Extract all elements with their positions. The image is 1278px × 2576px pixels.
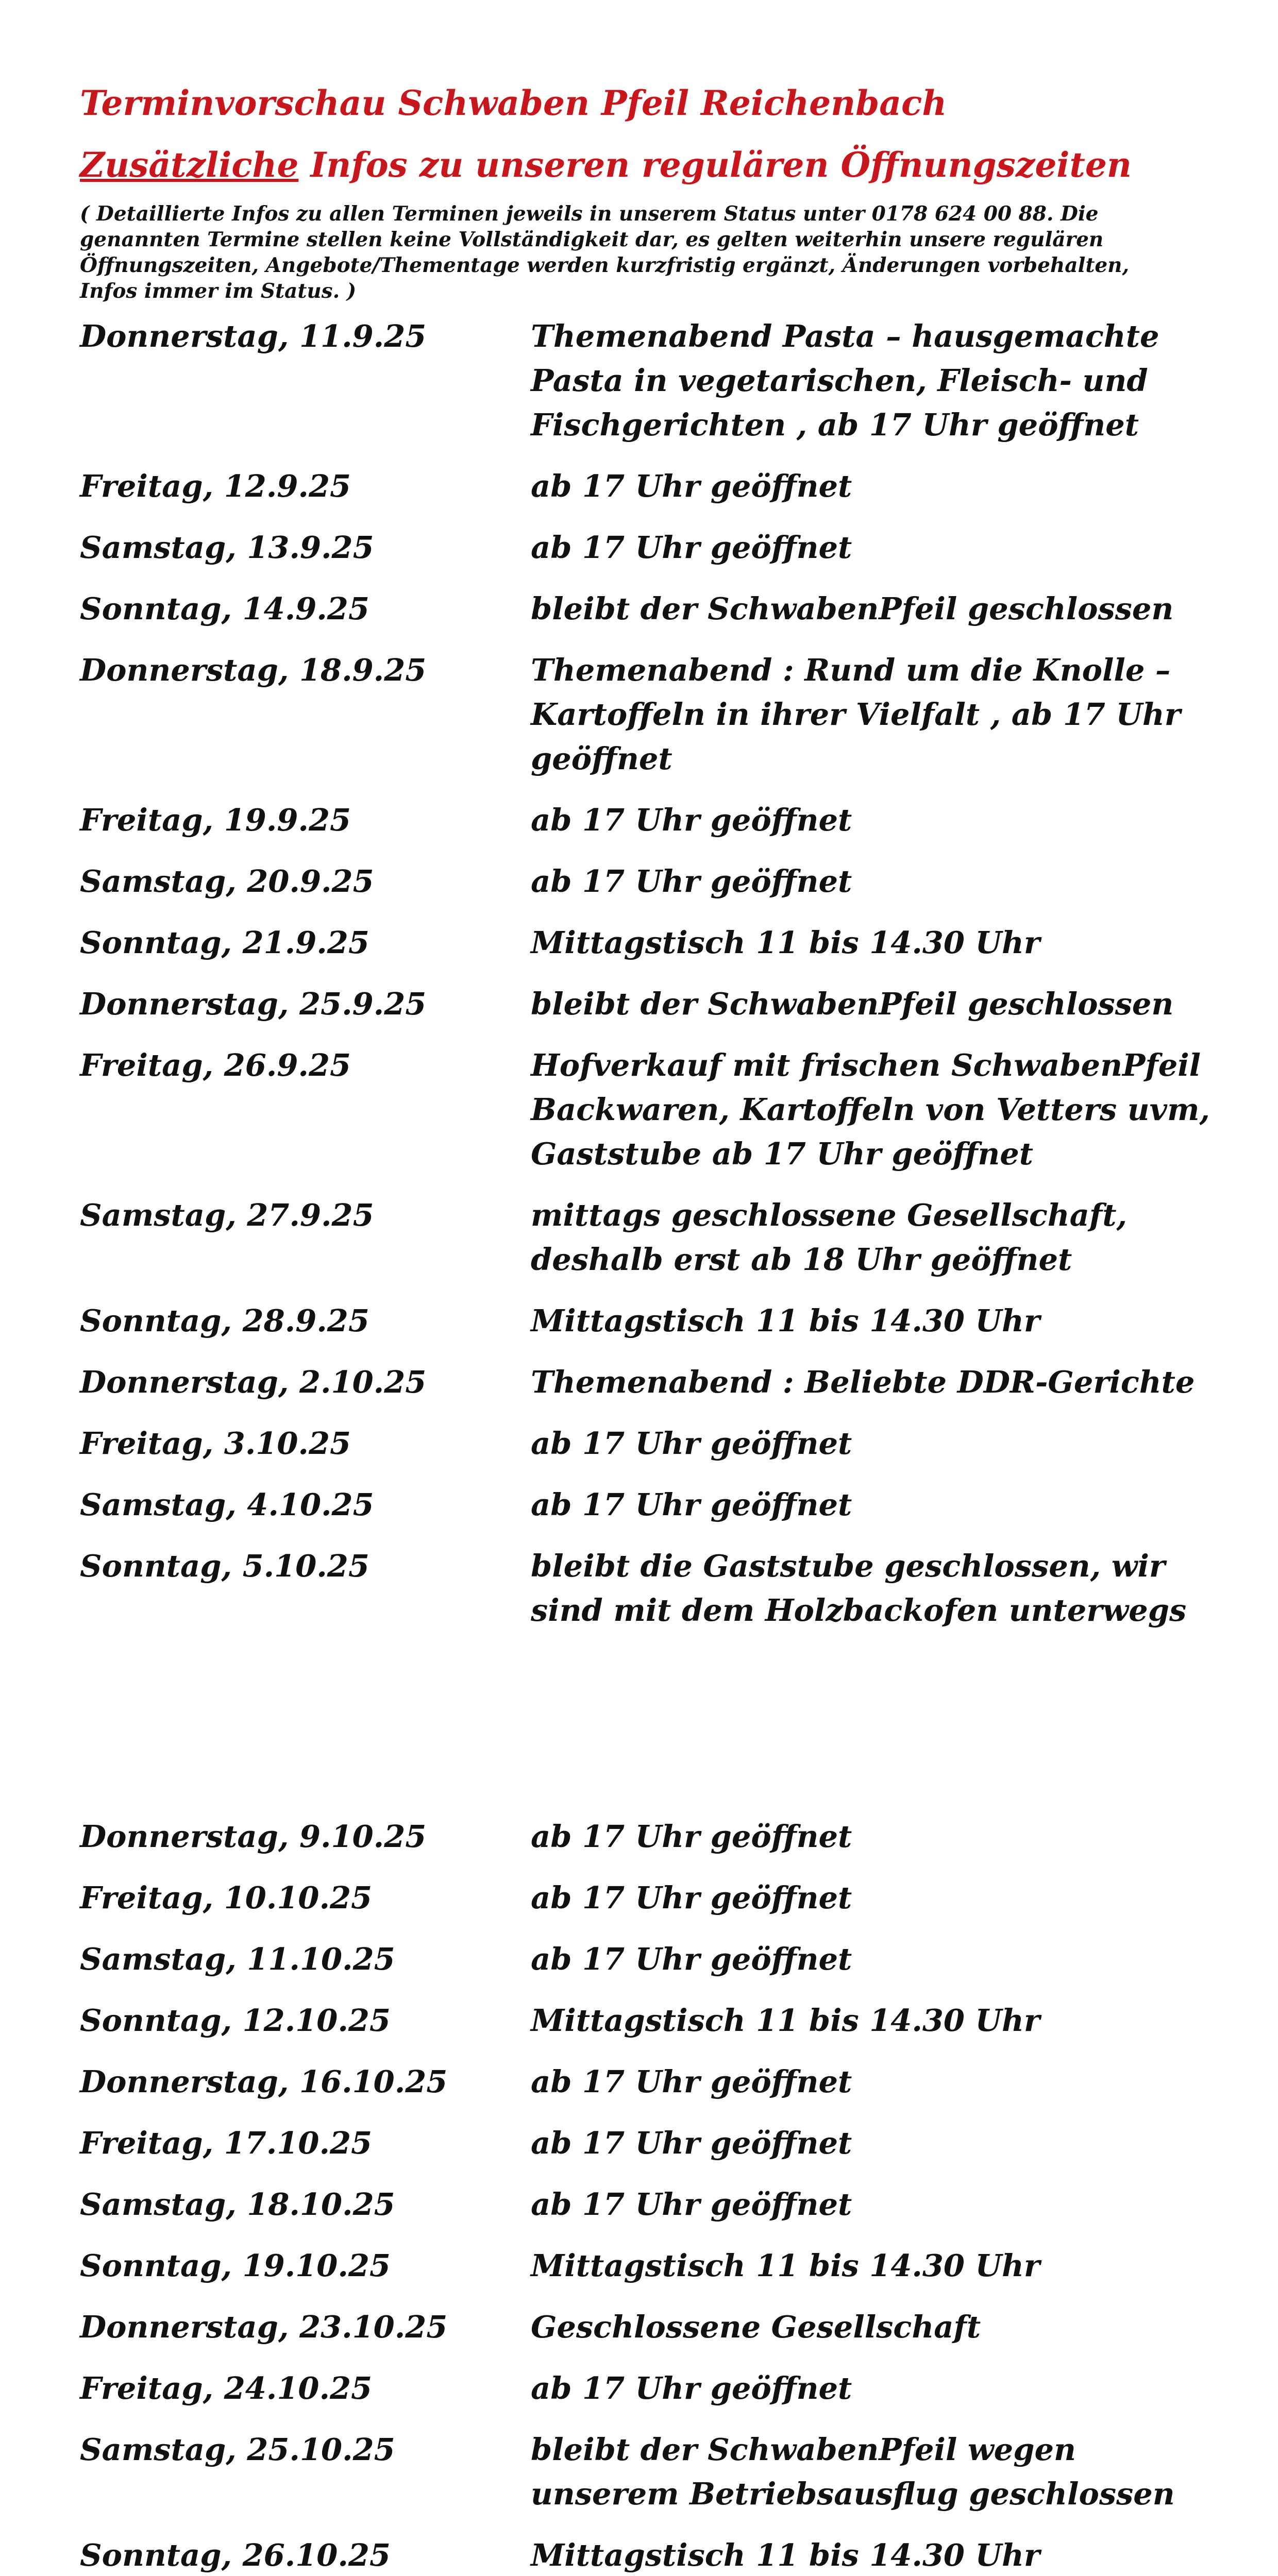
schedule-date: Freitag, 10.10.25 xyxy=(80,1880,373,1916)
schedule-date: Donnerstag, 2.10.25 xyxy=(80,1364,427,1400)
schedule-row xyxy=(80,2428,1214,2516)
schedule-row xyxy=(80,587,1214,631)
schedule-text: ab 17 Uhr geöffnet xyxy=(531,2064,852,2099)
document xyxy=(80,72,1214,2576)
schedule-date: Freitag, 24.10.25 xyxy=(80,2370,373,2406)
spacer xyxy=(80,1650,1214,1815)
schedule-text: bleibt der SchwabenPfeil geschlossen xyxy=(531,591,1174,626)
schedule-date: Samstag, 18.10.25 xyxy=(80,2187,395,2222)
subtitle-rest: Infos zu unseren regulären Öffnungszeiten xyxy=(298,145,1132,185)
schedule-date: Samstag, 13.9.25 xyxy=(80,530,374,565)
schedule-row xyxy=(80,1937,1214,1981)
schedule-row xyxy=(80,464,1214,509)
schedule-row xyxy=(80,1421,1214,1466)
schedule-row xyxy=(80,2533,1214,2576)
schedule-row xyxy=(80,982,1214,1026)
schedule-row xyxy=(80,1043,1214,1176)
schedule-date: Donnerstag, 23.10.25 xyxy=(80,2309,448,2345)
schedule-date: Sonntag, 12.10.25 xyxy=(80,2003,391,2038)
schedule-text: ab 17 Uhr geöffnet xyxy=(531,1426,852,1461)
page-title: Terminvorschau Schwaben Pfeil Reichenbach xyxy=(80,83,947,123)
schedule-date: Sonntag, 26.10.25 xyxy=(80,2537,391,2573)
schedule-date: Sonntag, 28.9.25 xyxy=(80,1303,369,1338)
schedule-date: Sonntag, 19.10.25 xyxy=(80,2248,391,2283)
schedule-text: Themenabend : Beliebte DDR-Gerichte xyxy=(531,1364,1195,1400)
schedule-text: bleibt der SchwabenPfeil geschlossen xyxy=(531,986,1174,1022)
schedule-row xyxy=(80,2305,1214,2349)
schedule-date: Samstag, 25.10.25 xyxy=(80,2432,395,2467)
schedule-row xyxy=(80,2182,1214,2227)
schedule-text: mittags geschlossene Gesellschaft, deshalb erst ab 18 Uhr geöffnet xyxy=(531,1197,1128,1277)
schedule-text: Mittagstisch 11 bis 14.30 Uhr xyxy=(531,1303,1040,1338)
schedule-text: Themenabend Pasta – hausgemachte Pasta in vegetarischen, Fleisch- und Fischgerichten , ab 17 Uhr geöffnet xyxy=(531,318,1159,443)
schedule-date: Freitag, 12.9.25 xyxy=(80,468,351,504)
schedule-date: Sonntag, 14.9.25 xyxy=(80,591,369,626)
schedule-row xyxy=(80,1360,1214,1404)
schedule-row xyxy=(80,2244,1214,2288)
schedule-date: Donnerstag, 16.10.25 xyxy=(80,2064,448,2099)
schedule-text: Mittagstisch 11 bis 14.30 Uhr xyxy=(531,2537,1040,2573)
schedule-date: Sonntag, 21.9.25 xyxy=(80,925,369,960)
schedule-row xyxy=(80,859,1214,904)
schedule-part-2 xyxy=(80,1815,1214,2576)
schedule-date: Freitag, 19.9.25 xyxy=(80,802,351,838)
schedule-row xyxy=(80,798,1214,842)
schedule-date: Donnerstag, 25.9.25 xyxy=(80,986,427,1022)
page-subtitle xyxy=(80,134,1214,196)
schedule-row xyxy=(80,1299,1214,1343)
schedule-row xyxy=(80,2121,1214,2165)
schedule-row xyxy=(80,1483,1214,1527)
schedule-text: Themenabend : Rund um die Knolle – Kartoffeln in ihrer Vielfalt , ab 17 Uhr geöffnet xyxy=(531,652,1181,776)
schedule-date: Freitag, 26.9.25 xyxy=(80,1047,351,1083)
schedule-row xyxy=(80,2366,1214,2411)
schedule-date: Sonntag, 5.10.25 xyxy=(80,1548,369,1584)
schedule-date: Donnerstag, 11.9.25 xyxy=(80,318,427,354)
schedule-date: Samstag, 20.9.25 xyxy=(80,863,374,899)
schedule-row xyxy=(80,1544,1214,1633)
schedule-date: Samstag, 11.10.25 xyxy=(80,1941,395,1977)
schedule-text: Hofverkauf mit frischen SchwabenPfeil Backwaren, Kartoffeln von Vetters uvm, Gaststube ab 17 Uhr geöffnet xyxy=(531,1047,1210,1172)
schedule-row xyxy=(80,1193,1214,1282)
schedule-text: ab 17 Uhr geöffnet xyxy=(531,1819,852,1854)
schedule-row xyxy=(80,1998,1214,2043)
schedule-text: ab 17 Uhr geöffnet xyxy=(531,1880,852,1916)
schedule-text: ab 17 Uhr geöffnet xyxy=(531,2187,852,2222)
schedule-part-1 xyxy=(80,314,1214,1633)
schedule-text: ab 17 Uhr geöffnet xyxy=(531,2370,852,2406)
schedule-row xyxy=(80,1876,1214,1920)
schedule-text: Mittagstisch 11 bis 14.30 Uhr xyxy=(531,2248,1040,2283)
schedule-date: Donnerstag, 18.9.25 xyxy=(80,652,427,688)
schedule-row xyxy=(80,648,1214,781)
schedule-row xyxy=(80,2060,1214,2104)
schedule-text: ab 17 Uhr geöffnet xyxy=(531,863,852,899)
schedule-date: Freitag, 3.10.25 xyxy=(80,1426,351,1461)
schedule-text: ab 17 Uhr geöffnet xyxy=(531,468,852,504)
schedule-row xyxy=(80,921,1214,965)
schedule-text: ab 17 Uhr geöffnet xyxy=(531,530,852,565)
schedule-text: Mittagstisch 11 bis 14.30 Uhr xyxy=(531,2003,1040,2038)
schedule-date: Samstag, 4.10.25 xyxy=(80,1487,374,1522)
schedule-row xyxy=(80,526,1214,570)
schedule-text: bleibt der SchwabenPfeil wegen unserem Betriebsausflug geschlossen xyxy=(531,2432,1175,2512)
intro-note: ( Detaillierte Infos zu allen Terminen jeweils in unserem Status unter 0178 624 00 88. Die genannten Termine stellen keine Vollständigkeit dar, es gelten weiterhin unsere regulären Öffnungszeiten, Angebote/Thementage werden kurzfristig ergänzt, Änderungen vorbehalten, Infos immer im Status. ) xyxy=(80,202,1130,303)
schedule-date: Freitag, 17.10.25 xyxy=(80,2125,373,2161)
schedule-text: ab 17 Uhr geöffnet xyxy=(531,1941,852,1977)
schedule-date: Donnerstag, 9.10.25 xyxy=(80,1819,427,1854)
schedule-text: bleibt die Gaststube geschlossen, wir sind mit dem Holzbackofen unterwegs xyxy=(531,1548,1187,1628)
schedule-text: Geschlossene Gesellschaft xyxy=(531,2309,981,2345)
schedule-text: ab 17 Uhr geöffnet xyxy=(531,802,852,838)
schedule-row xyxy=(80,1815,1214,1859)
schedule-text: ab 17 Uhr geöffnet xyxy=(531,1487,852,1522)
subtitle-underlined-word: Zusätzliche xyxy=(80,145,299,185)
schedule-text: ab 17 Uhr geöffnet xyxy=(531,2125,852,2161)
schedule-text: Mittagstisch 11 bis 14.30 Uhr xyxy=(531,925,1040,960)
schedule-row xyxy=(80,314,1214,447)
schedule-date: Samstag, 27.9.25 xyxy=(80,1197,374,1233)
